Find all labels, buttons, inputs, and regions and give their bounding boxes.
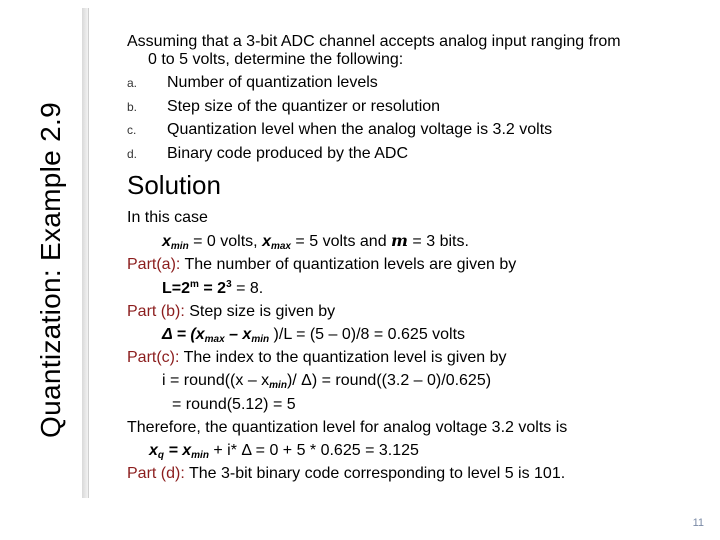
list-item-text: Quantization level when the analog voltage is 3.2 volts [167, 121, 553, 138]
part-c-result: $x_q = x_{min} + i*$ Δ = 0 + 5 * 0.625 = 3.125 [149, 442, 419, 462]
part-b-line: Part (b): Step size is given by [127, 302, 336, 320]
list-item-text: Step size of the quantizer or resolution [167, 97, 441, 115]
part-c-formula-2: = round(5.12) = 5 [172, 395, 296, 413]
list-marker: c. [127, 123, 137, 137]
solution-case: In this case [127, 209, 208, 226]
slide-title-vertical [26, 0, 76, 540]
part-c-formula-1: i = round((x – $x_{min})/$ Δ) = round((3.2 – 0)/0.625) [162, 372, 492, 392]
question-list [127, 72, 707, 166]
list-item-text: Binary code produced by the ADC [167, 144, 409, 162]
part-c-therefore: Therefore, the quantization level for analog voltage 3.2 volts is [127, 418, 568, 436]
page-number: 11 [692, 517, 704, 529]
part-c-line: Part(c): The index to the quantization level is given by [127, 349, 507, 367]
list-item [127, 72, 707, 96]
solution-heading: Solution [127, 170, 221, 200]
part-d-line: Part (d): The 3-bit binary code corresponding to level 5 is 101. [127, 465, 566, 483]
question-intro: Assuming that a 3-bit ADC channel accepts analog input ranging from 0 to 5 volts, determine the following: [127, 33, 621, 68]
part-a-line: Part(a): The number of quantization levels are given by [127, 256, 517, 274]
list-item-text: Number of quantization levels [167, 74, 378, 91]
list-marker: d. [127, 146, 138, 161]
part-a-label: Part(a): [127, 256, 181, 274]
list-marker: a. [127, 76, 138, 90]
parameters-line: $x_{min} = 0$ volts, $x_{max} = 5$ volts and m = 3 bits. [162, 231, 469, 253]
slide-content [127, 33, 707, 485]
part-b-formula: $\Delta = (x_{max} - x_{min}$ )/L = (5 – 0)/8 = 0.625 volts [162, 326, 466, 346]
vertical-divider [82, 8, 89, 498]
part-c-label: Part(c): [127, 349, 180, 367]
list-item [127, 143, 707, 167]
list-marker: b. [127, 99, 138, 114]
list-item [127, 96, 707, 120]
list-item [127, 119, 707, 143]
part-b-label: Part (b): [127, 302, 185, 320]
part-d-label: Part (d): [127, 465, 185, 483]
slide-title-text: Quantization: Example 2.9 [35, 102, 66, 438]
solution-body [127, 206, 707, 485]
part-a-formula: $L=2^m = 2^3 = 8$. [162, 278, 264, 297]
